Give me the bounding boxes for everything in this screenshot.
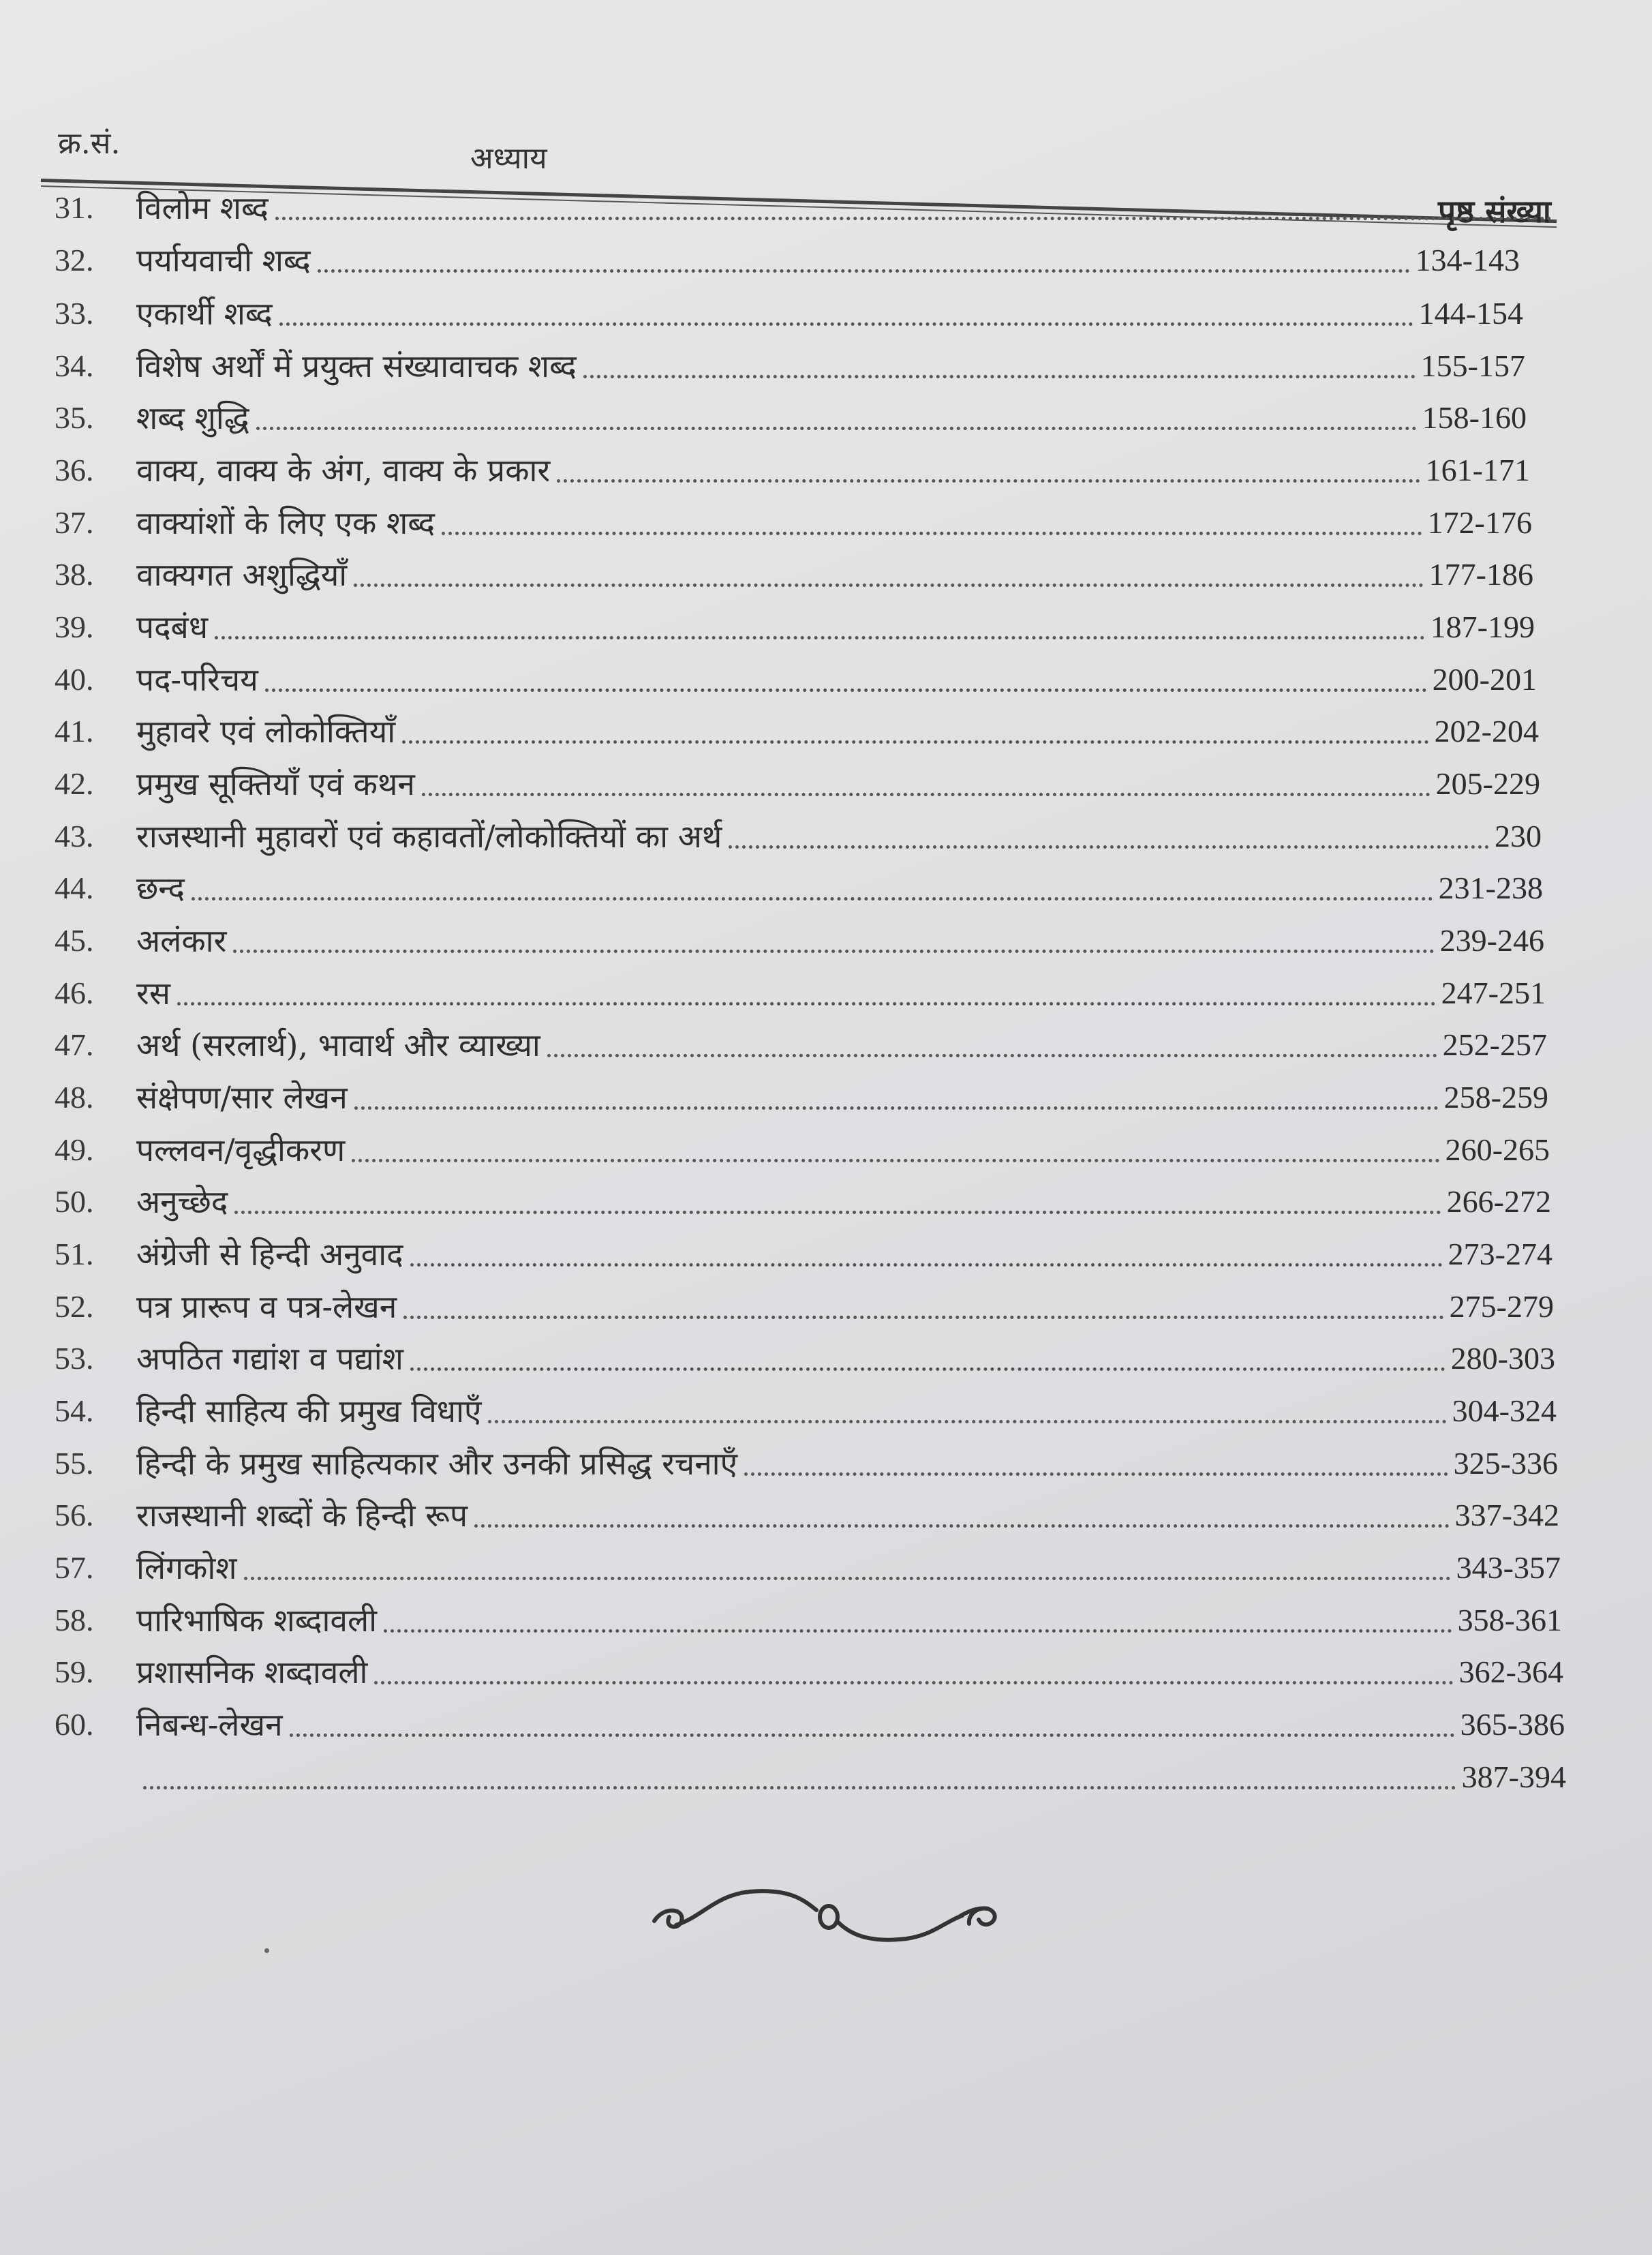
- entry-page-range: 231-238: [1438, 871, 1543, 905]
- entry-page-range: 343-357: [1456, 1550, 1561, 1585]
- toc-entry: [55, 187, 1557, 228]
- entry-number: 60.: [55, 1707, 94, 1742]
- toc-entry: [55, 1757, 1566, 1798]
- dot-leader: [354, 584, 1423, 587]
- entry-title: शब्द शुद्धि: [136, 399, 249, 436]
- entry-title: निबन्ध-लेखन: [136, 1706, 283, 1743]
- dot-leader: [177, 1002, 1436, 1005]
- entry-page-range: 177-186: [1428, 557, 1533, 592]
- entry-title: हिन्दी साहित्य की प्रमुख विधाएँ: [136, 1393, 482, 1429]
- dot-leader: [384, 1629, 1452, 1633]
- entry-page-range: 172-176: [1427, 505, 1532, 540]
- entry-page-range: 158-160: [1422, 400, 1527, 435]
- toc-entry: [55, 659, 1537, 700]
- entry-title: पत्र प्रारूप व पत्र-लेखन: [136, 1288, 397, 1325]
- toc-entry: [55, 502, 1532, 543]
- entry-number: 33.: [55, 296, 94, 331]
- dot-leader: [583, 375, 1416, 378]
- dot-leader: [265, 688, 1427, 692]
- entry-page-range: 155-157: [1420, 348, 1525, 383]
- toc-entry: [55, 763, 1540, 804]
- entry-page-range: 144-154: [1418, 296, 1523, 331]
- entry-title: छन्द: [136, 870, 185, 907]
- entry-title: एकार्थी शब्द: [136, 295, 273, 332]
- entry-page-range: 258-259: [1443, 1080, 1548, 1115]
- entry-page-range: 239-246: [1439, 923, 1544, 958]
- dot-leader: [215, 636, 1425, 639]
- toc-entry: [55, 1391, 1557, 1432]
- dot-leader: [354, 1106, 1439, 1110]
- entry-title: अर्थ (सरलार्थ), भावार्थ और व्याख्या: [136, 1027, 540, 1063]
- entry-page-range: 200-201: [1432, 662, 1537, 697]
- dot-leader: [410, 1263, 1443, 1267]
- dot-leader: [403, 1316, 1443, 1319]
- entry-title: प्रशासनिक शब्दावली: [136, 1654, 368, 1691]
- entry-title: हिन्दी के प्रमुख साहित्यकार और उनकी प्रसिद्ध रचनाएँ: [136, 1445, 738, 1482]
- dot-leader: [374, 1681, 1453, 1684]
- toc-entry: [55, 868, 1543, 909]
- toc-entry: [55, 1600, 1562, 1641]
- entry-title: पल्लवन/वृद्धीकरण: [136, 1132, 346, 1168]
- dot-leader: [279, 322, 1413, 326]
- entry-title: अलंकार: [136, 922, 227, 959]
- entry-number: 55.: [55, 1446, 94, 1481]
- entry-number: 36.: [55, 453, 94, 487]
- dot-leader: [234, 1211, 1441, 1214]
- entry-page-range: 187-199: [1430, 609, 1535, 644]
- toc-entry: [55, 973, 1546, 1014]
- toc-entry: [55, 1443, 1558, 1484]
- toc-entry: [55, 450, 1530, 491]
- dot-leader: [143, 1786, 1456, 1789]
- entry-title: अंग्रेजी से हिन्दी अनुवाद: [136, 1236, 403, 1273]
- dot-leader: [192, 897, 1433, 901]
- dot-leader: [474, 1524, 1450, 1528]
- dot-leader: [744, 1472, 1448, 1476]
- toc-entry: [55, 1181, 1551, 1222]
- entry-page-range: 134-143: [1415, 243, 1520, 277]
- toc-entry: [55, 1234, 1552, 1275]
- entry-number: 51.: [55, 1237, 94, 1271]
- dot-leader: [557, 479, 1420, 483]
- entry-page-range: 280-303: [1450, 1341, 1555, 1376]
- toc-entry: [55, 1704, 1565, 1745]
- entry-number: 39.: [55, 609, 94, 644]
- toc-entry: [55, 554, 1533, 595]
- toc-entry: [55, 240, 1520, 281]
- toc-entry: [55, 1652, 1563, 1693]
- toc-entry: [55, 711, 1539, 752]
- entry-title: अनुच्छेद: [136, 1183, 228, 1220]
- entry-title: वाक्यांशों के लिए एक शब्द: [136, 504, 435, 541]
- entry-number: 34.: [55, 348, 94, 383]
- entry-title: विलोम शब्द: [136, 190, 269, 226]
- entry-page-range: 202-204: [1434, 714, 1539, 748]
- dot-leader: [488, 1420, 1446, 1423]
- entry-title: वाक्यगत अशुद्धियाँ: [136, 556, 348, 593]
- entry-page-range: 266-272: [1446, 1184, 1551, 1219]
- entry-page-range: 358-361: [1457, 1603, 1562, 1637]
- entry-number: 43.: [55, 819, 94, 853]
- entry-number: 41.: [55, 714, 94, 748]
- entry-title: मुहावरे एवं लोकोक्तियाँ: [136, 713, 396, 750]
- entry-title: राजस्थानी मुहावरों एवं कहावतों/लोकोक्तियों का अर्थ: [136, 818, 722, 855]
- entry-number: 31.: [55, 190, 94, 225]
- entry-page-range: 247-251: [1441, 975, 1546, 1010]
- dot-leader: [318, 269, 1410, 273]
- entry-title: पारिभाषिक शब्दावली: [136, 1602, 378, 1639]
- dot-leader: [256, 427, 1417, 430]
- toc-entry: [55, 1286, 1554, 1327]
- entry-number: 32.: [55, 243, 94, 277]
- entry-number: 45.: [55, 923, 94, 958]
- entry-number: 59.: [55, 1654, 94, 1689]
- entry-number: 56.: [55, 1498, 94, 1532]
- entry-page-range: 205-229: [1435, 766, 1540, 801]
- entry-page-range: 362-364: [1458, 1654, 1563, 1689]
- dot-leader: [422, 793, 1431, 796]
- toc-entry: [55, 1025, 1547, 1065]
- toc-entry: [55, 1077, 1548, 1118]
- serial-number-header: क्र.सं.: [58, 126, 121, 161]
- toc-entry: [55, 1130, 1550, 1170]
- toc-entry: [55, 607, 1535, 648]
- toc-entry: [55, 1495, 1559, 1536]
- entry-number: 37.: [55, 505, 94, 540]
- entry-page-range: 252-257: [1442, 1027, 1547, 1062]
- toc-entry: [55, 816, 1542, 857]
- chapter-header: अध्याय: [470, 141, 547, 176]
- decorative-flourish-icon: [634, 1868, 1015, 1950]
- entry-number: 38.: [55, 557, 94, 592]
- entry-number: 42.: [55, 766, 94, 801]
- entry-number: 46.: [55, 975, 94, 1010]
- entry-page-range: 161-171: [1425, 453, 1530, 487]
- dot-leader: [290, 1734, 1455, 1737]
- entry-title: अपठित गद्यांश व पद्यांश: [136, 1340, 403, 1377]
- entry-title: संक्षेपण/सार लेखन: [136, 1079, 348, 1116]
- entry-number: 44.: [55, 871, 94, 905]
- entry-page-range: 260-265: [1445, 1132, 1550, 1167]
- entry-title: पर्यायवाची शब्द: [136, 242, 311, 279]
- entry-title: पद-परिचय: [136, 661, 258, 698]
- toc-entry: [55, 920, 1544, 961]
- dot-leader: [442, 532, 1422, 535]
- entry-number: 54.: [55, 1393, 94, 1428]
- entry-number: 58.: [55, 1603, 94, 1637]
- entry-number: 48.: [55, 1080, 94, 1115]
- dot-leader: [729, 845, 1489, 849]
- entry-number: 52.: [55, 1289, 94, 1324]
- entry-title: राजस्थानी शब्दों के हिन्दी रूप: [136, 1497, 468, 1534]
- dot-leader: [352, 1159, 1439, 1162]
- entry-page-range: 387-394: [1461, 1759, 1566, 1794]
- entry-number: 35.: [55, 400, 94, 435]
- entry-page-range: 230: [1495, 819, 1542, 853]
- entry-number: 57.: [55, 1550, 94, 1585]
- entry-title: रस: [136, 975, 170, 1012]
- entry-number: 40.: [55, 662, 94, 697]
- dot-leader: [275, 217, 1552, 220]
- entry-number: 47.: [55, 1027, 94, 1062]
- entry-page-range: 325-336: [1453, 1446, 1558, 1481]
- page-number-header: पृष्ठ संख्या: [1438, 193, 1551, 230]
- dot-leader: [402, 740, 1428, 744]
- entry-page-range: 304-324: [1452, 1393, 1557, 1428]
- dot-leader: [547, 1054, 1437, 1057]
- entry-title: विशेष अर्थों में प्रयुक्त संख्यावाचक शब्द: [136, 348, 577, 384]
- dot-leader: [233, 950, 1434, 953]
- entry-page-range: 275-279: [1449, 1289, 1554, 1324]
- toc-entry: [55, 346, 1525, 387]
- entry-page-range: 365-386: [1460, 1707, 1565, 1742]
- entry-number: 49.: [55, 1132, 94, 1167]
- dot-leader: [410, 1367, 1446, 1371]
- entry-number: 50.: [55, 1184, 94, 1219]
- entry-title: लिंगकोश: [136, 1549, 237, 1586]
- entry-title: प्रमुख सूक्तियाँ एवं कथन: [136, 766, 415, 802]
- entry-page-range: 337-342: [1454, 1498, 1559, 1532]
- entry-number: 53.: [55, 1341, 94, 1376]
- toc-entry: [55, 293, 1523, 334]
- paper-speck: [264, 1948, 269, 1953]
- entry-page-range: 273-274: [1448, 1237, 1552, 1271]
- entry-title: पदबंध: [136, 609, 209, 646]
- dot-leader: [244, 1577, 1451, 1580]
- toc-entry: [55, 397, 1527, 438]
- toc-entry: [55, 1338, 1555, 1379]
- toc-entry: [55, 1547, 1561, 1588]
- entry-title: वाक्य, वाक्य के अंग, वाक्य के प्रकार: [136, 452, 551, 489]
